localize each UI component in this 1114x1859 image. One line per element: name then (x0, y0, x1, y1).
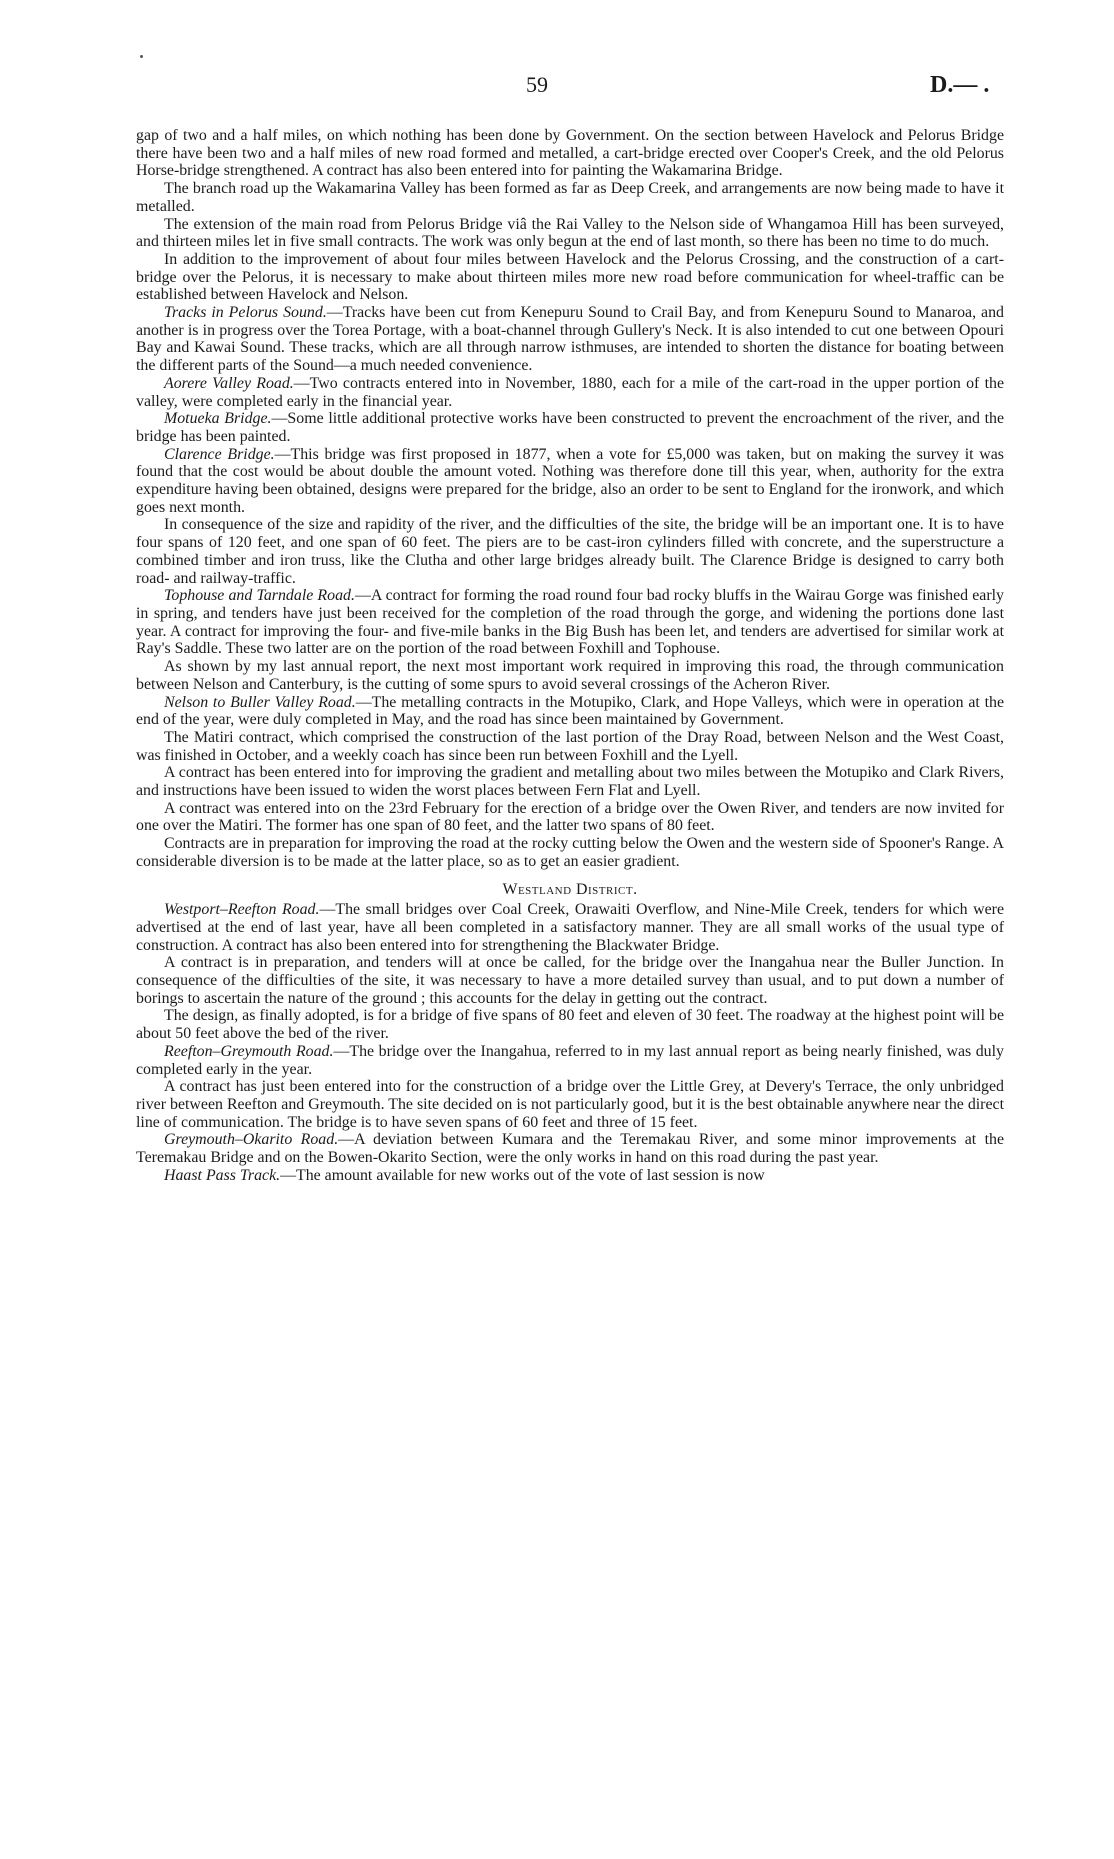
paragraph: The extension of the main road from Pelorus Bridge viâ the Rai Valley to the Nelson side of Whangamoa Hill has been surveyed, and thirteen miles let in five small contracts. The work was only begun at the end of last month, so there has been no time to do much. (136, 215, 1004, 251)
paragraph: Tracks in Pelorus Sound.—Tracks have been cut from Kenepuru Sound to Crail Bay, and from Kenepuru Sound to Manaroa, and another is in progress over the Torea Portage, with a boat-channel through Gullery's Neck. It is also intended to cut one between Opouri Bay and Kawai Sound. These tracks, which are all through narrow isthmuses, are intended to shorten the distance for boating between the different parts of the Sound—a much needed convenience. (136, 304, 1004, 375)
paragraph: Aorere Valley Road.—Two contracts entered into in November, 1880, each for a mile of the cart-road in the upper portion of the valley, were completed early in the financial year. (136, 374, 1004, 410)
paragraph: Motueka Bridge.—Some little additional protective works have been constructed to prevent the encroachment of the river, and the bridge has been painted. (136, 410, 1005, 445)
document-reference: D.— . (930, 72, 990, 98)
paragraph: In addition to the improvement of about four miles between Havelock and the Pelorus Crossing, and the construction of a cart-bridge over the Pelorus, it is necessary to make about thirteen miles more new road before communication for wheel-traffic can be established between Havelock and Nelson. (136, 250, 1004, 304)
paragraph-heading: Haast Pass Track. (164, 1166, 281, 1184)
paragraph: The branch road up the Wakamarina Valley has been formed as far as Deep Creek, and arrangements are now being made to have it metalled. (136, 180, 1004, 215)
page-number: 59 (526, 72, 548, 97)
paragraph: A contract has just been entered into for the construction of a bridge over the Little Grey, at Devery's Terrace, the only unbridged river between Reefton and Greymouth. The site decided on is not particularly good, but it is the best obtainable anywhere near the direct line of communication. The bridge is to have seven spans of 60 feet and three of 15 feet. (136, 1078, 1004, 1131)
paragraph: As shown by my last annual report, the next most important work required in improving this road, the through communication between Nelson and Canterbury, is the cutting of some spurs to avoid several crossings of the Acheron River. (136, 658, 1004, 693)
paragraph: A contract was entered into on the 23rd February for the erection of a bridge over the Owen River, and tenders are now invited for one over the Matiri. The former has one span of 80 feet, and the latter two spans of 80 feet. (136, 799, 1004, 835)
body-text (136, 127, 1004, 1184)
paragraph-heading: Tophouse and Tarndale Road. (164, 587, 355, 605)
paragraph-heading: Westport–Reefton Road. (164, 901, 320, 919)
paragraph: gap of two and a half miles, on which nothing has been done by Government. On the section between Havelock and Pelorus Bridge there have been two and a half miles of new road formed and metalled, a cart-bridge erected over Cooper's Creek, and the old Pelorus Horse-bridge strengthened. A contract has also been entered into for painting the Wakamarina Bridge. (136, 127, 1004, 180)
paragraph-heading: Nelson to Buller Valley Road. (164, 693, 356, 711)
print-speck (140, 55, 143, 58)
paragraph: A contract has been entered into for improving the gradient and metalling about two miles between the Motupiko and Clark Rivers, and instructions have been issued to widen the worst places between Fern Flat and Lyell. (136, 764, 1004, 800)
paragraph: The design, as finally adopted, is for a bridge of five spans of 80 feet and eleven of 30 feet. The roadway at the highest point will be about 50 feet above the bed of the river. (136, 1007, 1004, 1043)
paragraph-heading: Reefton–Greymouth Road. (164, 1042, 334, 1060)
paragraph: Clarence Bridge.—This bridge was first proposed in 1877, when a vote for £5,000 was taken, but on making the survey it was found that the cost would be about double the amount voted. Nothing was therefore done till this year, when, authority for the extra expenditure having been obtained, designs were prepared for the bridge, also an order to be sent to England for the ironwork, and which goes next month. (136, 445, 1004, 516)
paragraph: Greymouth–Okarito Road.—A deviation between Kumara and the Teremakau River, and some minor improvements at the Teremakau Bridge and on the Bowen-Okarito Section, were the only works in hand on this road during the past year. (136, 1131, 1004, 1167)
paragraph: Tophouse and Tarndale Road.—A contract for forming the road round four bad rocky bluffs in the Wairau Gorge was finished early in spring, and tenders have just been received for the completion of the road through the gorge, and widening the portions done last year. A contract for improving the four- and five-mile banks in the Big Bush has been let, and tenders are advertised for similar work at Ray's Saddle. These two latter are on the portion of the road between Foxhill and Tophouse. (136, 587, 1004, 658)
paragraph: Haast Pass Track.—The amount available for new works out of the vote of last session is now (164, 1166, 765, 1184)
section-heading: Westland District. (502, 880, 638, 898)
page-header (0, 72, 1114, 102)
paragraph-heading: Aorere Valley Road. (164, 374, 294, 392)
paragraph-heading: Clarence Bridge. (164, 445, 275, 463)
paragraph-heading: Tracks in Pelorus Sound. (164, 304, 327, 322)
paragraph-heading: Greymouth–Okarito Road. (164, 1131, 339, 1149)
paragraph: Reefton–Greymouth Road.—The bridge over the Inangahua, referred to in my last annual report as being nearly finished, was duly completed early in the year. (136, 1042, 1004, 1078)
paragraph: Westport–Reefton Road.—The small bridges over Coal Creek, Orawaiti Overflow, and Nine-Mile Creek, tenders for which were advertised at the end of last year, have all been completed in a satisfactory manner. They are all small works of the usual type of construction. A contract has also been entered into for strengthening the Blackwater Bridge. (136, 901, 1004, 954)
paragraph: A contract is in preparation, and tenders will at once be called, for the bridge over the Inangahua near the Buller Junction. In consequence of the difficulties of the site, it was necessary to have a more detailed survey than usual, and to put down a number of borings to ascertain the nature of the ground ; this accounts for the delay in getting out the contract. (136, 954, 1004, 1007)
paragraph-heading: Motueka Bridge. (164, 410, 272, 428)
paragraph: The Matiri contract, which comprised the construction of the last portion of the Dray Road, between Nelson and the West Coast, was finished in October, and a weekly coach has since been run between Foxhill and the Lyell. (136, 728, 1004, 764)
paragraph: Nelson to Buller Valley Road.—The metalling contracts in the Motupiko, Clark, and Hope Valleys, which were in operation at the end of the year, were duly completed in May, and the road has since been maintained by Government. (136, 693, 1004, 729)
paragraph: Contracts are in preparation for improving the road at the rocky cutting below the Owen and the western side of Spooner's Range. A considerable diversion is to be made at the latter place, so as to get an easier gradient. (136, 835, 1004, 870)
paragraph: In consequence of the size and rapidity of the river, and the difficulties of the site, the bridge will be an important one. It is to have four spans of 120 feet, and one span of 60 feet. The piers are to be cast-iron cylinders filled with concrete, and the superstructure a combined timber and iron truss, like the Clutha and other large bridges already built. The Clarence Bridge is designed to carry both road- and railway-traffic. (136, 516, 1004, 587)
